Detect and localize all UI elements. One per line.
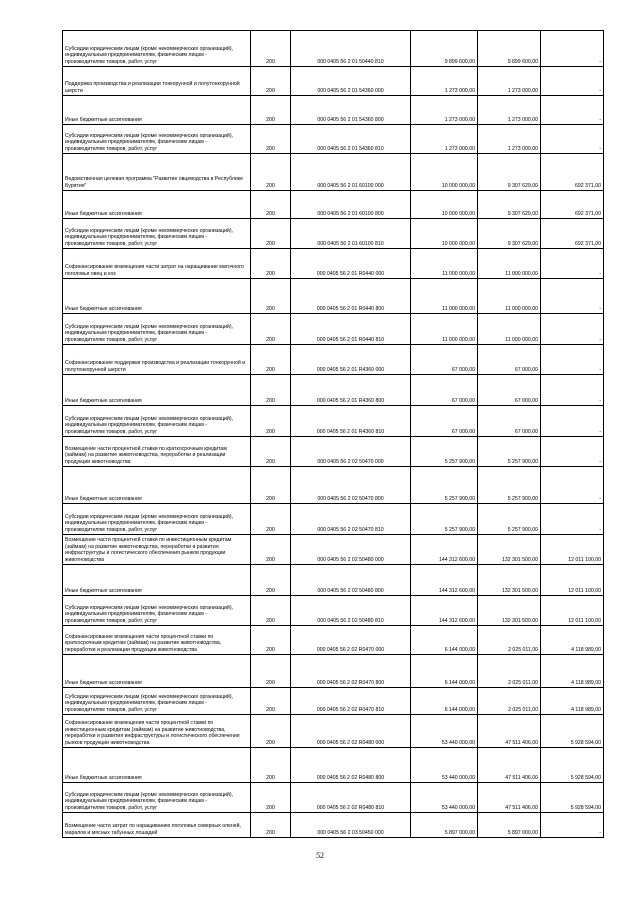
table-row	[63, 504, 604, 535]
row-admin-code-cell: 200	[251, 249, 291, 279]
row-classification-code-cell: 000 0405 56 2 01 60100 800	[291, 191, 411, 219]
row-approved-amount-cell: 144 312 600,00	[411, 535, 478, 565]
row-name-cell: Иные бюджетные ассигнования	[63, 467, 251, 504]
row-unexecuted-amount-cell: -	[541, 467, 604, 504]
table-row	[63, 783, 604, 813]
row-name-cell: Иные бюджетные ассигнования	[63, 96, 251, 125]
row-unexecuted-amount-cell: 4 118 989,00	[541, 688, 604, 715]
row-name-cell: Софинансирование возмещения части затрат на наращивание маточного поголовья овец и коз	[63, 249, 251, 279]
table-row	[63, 535, 604, 565]
row-name-cell: Возмещение части процентной ставки по инвестиционным кредитам (займам) на развитие животноводства, переработки и развития инфраструктуры и логистического обеспечения рынков продукции животноводства	[63, 535, 251, 565]
table-row	[63, 249, 604, 279]
row-unexecuted-amount-cell: 12 011 100,00	[541, 596, 604, 626]
table-row	[63, 96, 604, 125]
row-classification-code-cell: 000 0405 56 2 02 50470 810	[291, 504, 411, 535]
row-unexecuted-amount-cell: -	[541, 437, 604, 467]
row-admin-code-cell: 200	[251, 191, 291, 219]
row-executed-amount-cell: 67 000,00	[478, 406, 541, 437]
row-unexecuted-amount-cell: -	[541, 279, 604, 314]
row-executed-amount-cell: 2 025 011,00	[478, 655, 541, 688]
row-executed-amount-cell: 47 511 406,00	[478, 748, 541, 783]
table-row	[63, 125, 604, 154]
row-name-cell: Иные бюджетные ассигнования	[63, 279, 251, 314]
row-admin-code-cell: 200	[251, 467, 291, 504]
row-classification-code-cell: 000 0405 56 2 01 R4360 810	[291, 406, 411, 437]
row-classification-code-cell: 000 0405 56 2 02 50470 800	[291, 467, 411, 504]
row-approved-amount-cell: 144 312 600,00	[411, 565, 478, 596]
row-classification-code-cell: 000 0405 56 2 03 50450 000	[291, 813, 411, 838]
row-unexecuted-amount-cell: -	[541, 314, 604, 345]
row-classification-code-cell: 000 0405 56 2 01 50440 810	[291, 31, 411, 67]
row-classification-code-cell: 000 0405 56 2 02 R0480 810	[291, 783, 411, 813]
row-unexecuted-amount-cell: 692 371,00	[541, 154, 604, 191]
row-unexecuted-amount-cell: 5 928 594,00	[541, 748, 604, 783]
table-row	[63, 467, 604, 504]
row-unexecuted-amount-cell: 5 928 594,00	[541, 715, 604, 748]
row-name-cell: Возмещение части процентной ставки по краткосрочным кредитам (займам) на развитие животноводства, переработки и реализации продукции животноводства	[63, 437, 251, 467]
row-classification-code-cell: 000 0405 56 2 01 60100 810	[291, 219, 411, 249]
row-name-cell: Софинансирование поддержки производства и реализации тонкорунной и полутонкорунной шерсти	[63, 345, 251, 375]
row-name-cell: Субсидии юридическим лицам (кроме некоммерческих организаций), индивидуальным предпринимателям, физическим лицам - производителям товаров, работ, услуг	[63, 314, 251, 345]
row-admin-code-cell: 200	[251, 626, 291, 655]
row-classification-code-cell: 000 0405 56 2 02 R0470 000	[291, 626, 411, 655]
row-classification-code-cell: 000 0405 56 2 01 54360 810	[291, 125, 411, 154]
row-approved-amount-cell: 5 257 900,00	[411, 437, 478, 467]
row-unexecuted-amount-cell: -	[541, 125, 604, 154]
table-row	[63, 655, 604, 688]
row-admin-code-cell: 200	[251, 565, 291, 596]
row-executed-amount-cell: 1 273 000,00	[478, 125, 541, 154]
row-approved-amount-cell: 9 899 600,00	[411, 31, 478, 67]
row-executed-amount-cell: 132 301 500,00	[478, 565, 541, 596]
row-approved-amount-cell: 1 273 000,00	[411, 67, 478, 96]
row-executed-amount-cell: 2 025 011,00	[478, 626, 541, 655]
table-row	[63, 596, 604, 626]
row-unexecuted-amount-cell: 692 371,00	[541, 219, 604, 249]
row-admin-code-cell: 200	[251, 96, 291, 125]
row-executed-amount-cell: 5 897 000,00	[478, 813, 541, 838]
table-body	[63, 31, 604, 838]
row-name-cell: Иные бюджетные ассигнования	[63, 748, 251, 783]
row-classification-code-cell: 000 0405 56 2 01 R0440 810	[291, 314, 411, 345]
row-approved-amount-cell: 1 273 000,00	[411, 125, 478, 154]
row-name-cell: Возмещение части затрат по наращиванию поголовья северных оленей, маралов и мясных табунных лошадей	[63, 813, 251, 838]
row-admin-code-cell: 200	[251, 406, 291, 437]
row-approved-amount-cell: 10 000 000,00	[411, 191, 478, 219]
row-name-cell: Иные бюджетные ассигнования	[63, 191, 251, 219]
row-executed-amount-cell: 47 511 406,00	[478, 783, 541, 813]
row-unexecuted-amount-cell: 4 118 989,00	[541, 655, 604, 688]
row-admin-code-cell: 200	[251, 655, 291, 688]
row-executed-amount-cell: 132 301 500,00	[478, 596, 541, 626]
row-approved-amount-cell: 6 144 000,00	[411, 688, 478, 715]
row-admin-code-cell: 200	[251, 279, 291, 314]
row-unexecuted-amount-cell: -	[541, 67, 604, 96]
row-admin-code-cell: 200	[251, 504, 291, 535]
row-classification-code-cell: 000 0405 56 2 01 54360 000	[291, 67, 411, 96]
table-row	[63, 191, 604, 219]
row-approved-amount-cell: 144 312 600,00	[411, 596, 478, 626]
row-classification-code-cell: 000 0405 56 2 02 50480 000	[291, 535, 411, 565]
row-name-cell: Иные бюджетные ассигнования	[63, 375, 251, 406]
row-name-cell: Поддержка производства и реализации тонкорунной и полутонкорунной шерсти	[63, 67, 251, 96]
row-executed-amount-cell: 47 511 406,00	[478, 715, 541, 748]
row-unexecuted-amount-cell: 692 371,00	[541, 191, 604, 219]
row-name-cell: Субсидии юридическим лицам (кроме некоммерческих организаций), индивидуальным предпринимателям, физическим лицам - производителям товаров, работ, услуг	[63, 219, 251, 249]
row-admin-code-cell: 200	[251, 748, 291, 783]
budget-execution-table	[62, 30, 604, 838]
row-classification-code-cell: 000 0405 56 2 01 54360 800	[291, 96, 411, 125]
row-approved-amount-cell: 67 000,00	[411, 375, 478, 406]
row-unexecuted-amount-cell: 12 011 100,00	[541, 565, 604, 596]
table-row	[63, 375, 604, 406]
row-unexecuted-amount-cell: -	[541, 96, 604, 125]
row-executed-amount-cell: 9 307 629,00	[478, 219, 541, 249]
row-unexecuted-amount-cell: 5 928 594,00	[541, 783, 604, 813]
row-unexecuted-amount-cell: 4 118 989,00	[541, 626, 604, 655]
table-row	[63, 67, 604, 96]
row-unexecuted-amount-cell: -	[541, 504, 604, 535]
table-row	[63, 715, 604, 748]
table-row	[63, 813, 604, 838]
row-approved-amount-cell: 53 440 000,00	[411, 715, 478, 748]
row-admin-code-cell: 200	[251, 375, 291, 406]
row-executed-amount-cell: 11 000 000,00	[478, 279, 541, 314]
row-unexecuted-amount-cell: -	[541, 249, 604, 279]
row-executed-amount-cell: 5 257 900,00	[478, 467, 541, 504]
row-unexecuted-amount-cell: -	[541, 406, 604, 437]
table-row	[63, 688, 604, 715]
row-name-cell: Субсидии юридическим лицам (кроме некоммерческих организаций), индивидуальным предпринимателям, физическим лицам - производителям товаров, работ, услуг	[63, 125, 251, 154]
table-row	[63, 154, 604, 191]
row-approved-amount-cell: 11 000 000,00	[411, 314, 478, 345]
table-row	[63, 406, 604, 437]
row-approved-amount-cell: 10 000 000,00	[411, 219, 478, 249]
row-admin-code-cell: 200	[251, 783, 291, 813]
row-admin-code-cell: 200	[251, 154, 291, 191]
row-admin-code-cell: 200	[251, 596, 291, 626]
row-name-cell: Софинансирование возмещения части процентной ставки по инвестиционным кредитам (займам) на развитие животноводства, переработки и развития инфраструктуры и логистического обеспечения рынков продукции животноводства	[63, 715, 251, 748]
row-name-cell: Субсидии юридическим лицам (кроме некоммерческих организаций), индивидуальным предпринимателям, физическим лицам - производителям товаров, работ, услуг	[63, 406, 251, 437]
row-approved-amount-cell: 10 000 000,00	[411, 154, 478, 191]
row-executed-amount-cell: 11 000 000,00	[478, 314, 541, 345]
row-classification-code-cell: 000 0405 56 2 01 60100 000	[291, 154, 411, 191]
row-name-cell: Субсидии юридическим лицам (кроме некоммерческих организаций), индивидуальным предпринимателям, физическим лицам - производителям товаров, работ, услуг	[63, 504, 251, 535]
row-unexecuted-amount-cell: -	[541, 31, 604, 67]
row-admin-code-cell: 200	[251, 715, 291, 748]
row-classification-code-cell: 000 0405 56 2 02 R0470 810	[291, 688, 411, 715]
row-executed-amount-cell: 67 000,00	[478, 345, 541, 375]
row-approved-amount-cell: 6 144 000,00	[411, 626, 478, 655]
table-row	[63, 279, 604, 314]
row-classification-code-cell: 000 0405 56 2 01 R4360 000	[291, 345, 411, 375]
row-classification-code-cell: 000 0405 56 2 02 50480 800	[291, 565, 411, 596]
table-row	[63, 748, 604, 783]
table-row	[63, 437, 604, 467]
row-admin-code-cell: 200	[251, 437, 291, 467]
row-approved-amount-cell: 67 000,00	[411, 406, 478, 437]
row-classification-code-cell: 000 0405 56 2 01 R4360 800	[291, 375, 411, 406]
row-executed-amount-cell: 1 273 000,00	[478, 67, 541, 96]
row-executed-amount-cell: 67 000,00	[478, 375, 541, 406]
row-unexecuted-amount-cell: -	[541, 345, 604, 375]
row-name-cell: Ведомственная целевая программа "Развитие овцеводства в Республике Бурятия"	[63, 154, 251, 191]
row-executed-amount-cell: 132 301 500,00	[478, 535, 541, 565]
row-name-cell: Субсидии юридическим лицам (кроме некоммерческих организаций), индивидуальным предпринимателям, физическим лицам - производителям товаров, работ, услуг	[63, 31, 251, 67]
row-approved-amount-cell: 11 000 000,00	[411, 249, 478, 279]
row-executed-amount-cell: 11 000 000,00	[478, 249, 541, 279]
row-name-cell: Иные бюджетные ассигнования	[63, 565, 251, 596]
table-row	[63, 626, 604, 655]
table-row	[63, 219, 604, 249]
row-approved-amount-cell: 1 273 000,00	[411, 96, 478, 125]
row-admin-code-cell: 200	[251, 535, 291, 565]
row-approved-amount-cell: 5 897 000,00	[411, 813, 478, 838]
row-admin-code-cell: 200	[251, 813, 291, 838]
row-admin-code-cell: 200	[251, 31, 291, 67]
row-admin-code-cell: 200	[251, 219, 291, 249]
table-row	[63, 565, 604, 596]
row-name-cell: Субсидии юридическим лицам (кроме некоммерческих организаций), индивидуальным предпринимателям, физическим лицам - производителям товаров, работ, услуг	[63, 783, 251, 813]
row-classification-code-cell: 000 0405 56 2 01 R0440 800	[291, 279, 411, 314]
row-admin-code-cell: 200	[251, 688, 291, 715]
row-admin-code-cell: 200	[251, 67, 291, 96]
row-approved-amount-cell: 5 257 900,00	[411, 467, 478, 504]
row-executed-amount-cell: 5 257 900,00	[478, 504, 541, 535]
row-executed-amount-cell: 9 307 629,00	[478, 154, 541, 191]
row-approved-amount-cell: 67 000,00	[411, 345, 478, 375]
row-unexecuted-amount-cell: -	[541, 375, 604, 406]
row-admin-code-cell: 200	[251, 125, 291, 154]
row-classification-code-cell: 000 0405 56 2 02 50470 000	[291, 437, 411, 467]
table-row	[63, 31, 604, 67]
page-number: 52	[316, 851, 324, 860]
row-name-cell: Субсидии юридическим лицам (кроме некоммерческих организаций), индивидуальным предпринимателям, физическим лицам - производителям товаров, работ, услуг	[63, 688, 251, 715]
row-classification-code-cell: 000 0405 56 2 02 R0480 800	[291, 748, 411, 783]
row-approved-amount-cell: 5 257 900,00	[411, 504, 478, 535]
row-executed-amount-cell: 2 025 011,00	[478, 688, 541, 715]
table-row	[63, 345, 604, 375]
row-name-cell: Софинансирование возмещения части процентной ставки по краткосрочным кредитам (займам) на развитие животноводства, переработки и реализации продукции животноводства	[63, 626, 251, 655]
row-executed-amount-cell: 9 899 600,00	[478, 31, 541, 67]
row-approved-amount-cell: 53 440 000,00	[411, 783, 478, 813]
row-classification-code-cell: 000 0405 56 2 02 R0480 000	[291, 715, 411, 748]
row-executed-amount-cell: 9 307 629,00	[478, 191, 541, 219]
row-approved-amount-cell: 53 440 000,00	[411, 748, 478, 783]
row-executed-amount-cell: 5 257 900,00	[478, 437, 541, 467]
row-name-cell: Иные бюджетные ассигнования	[63, 655, 251, 688]
table-row	[63, 314, 604, 345]
row-admin-code-cell: 200	[251, 314, 291, 345]
row-unexecuted-amount-cell: -	[541, 813, 604, 838]
row-executed-amount-cell: 1 273 000,00	[478, 96, 541, 125]
row-approved-amount-cell: 11 000 000,00	[411, 279, 478, 314]
row-unexecuted-amount-cell: 12 011 100,00	[541, 535, 604, 565]
row-classification-code-cell: 000 0405 56 2 01 R0440 000	[291, 249, 411, 279]
row-classification-code-cell: 000 0405 56 2 02 R0470 800	[291, 655, 411, 688]
row-name-cell: Субсидии юридическим лицам (кроме некоммерческих организаций), индивидуальным предпринимателям, физическим лицам - производителям товаров, работ, услуг	[63, 596, 251, 626]
row-approved-amount-cell: 6 144 000,00	[411, 655, 478, 688]
row-admin-code-cell: 200	[251, 345, 291, 375]
row-classification-code-cell: 000 0405 56 2 02 50480 810	[291, 596, 411, 626]
